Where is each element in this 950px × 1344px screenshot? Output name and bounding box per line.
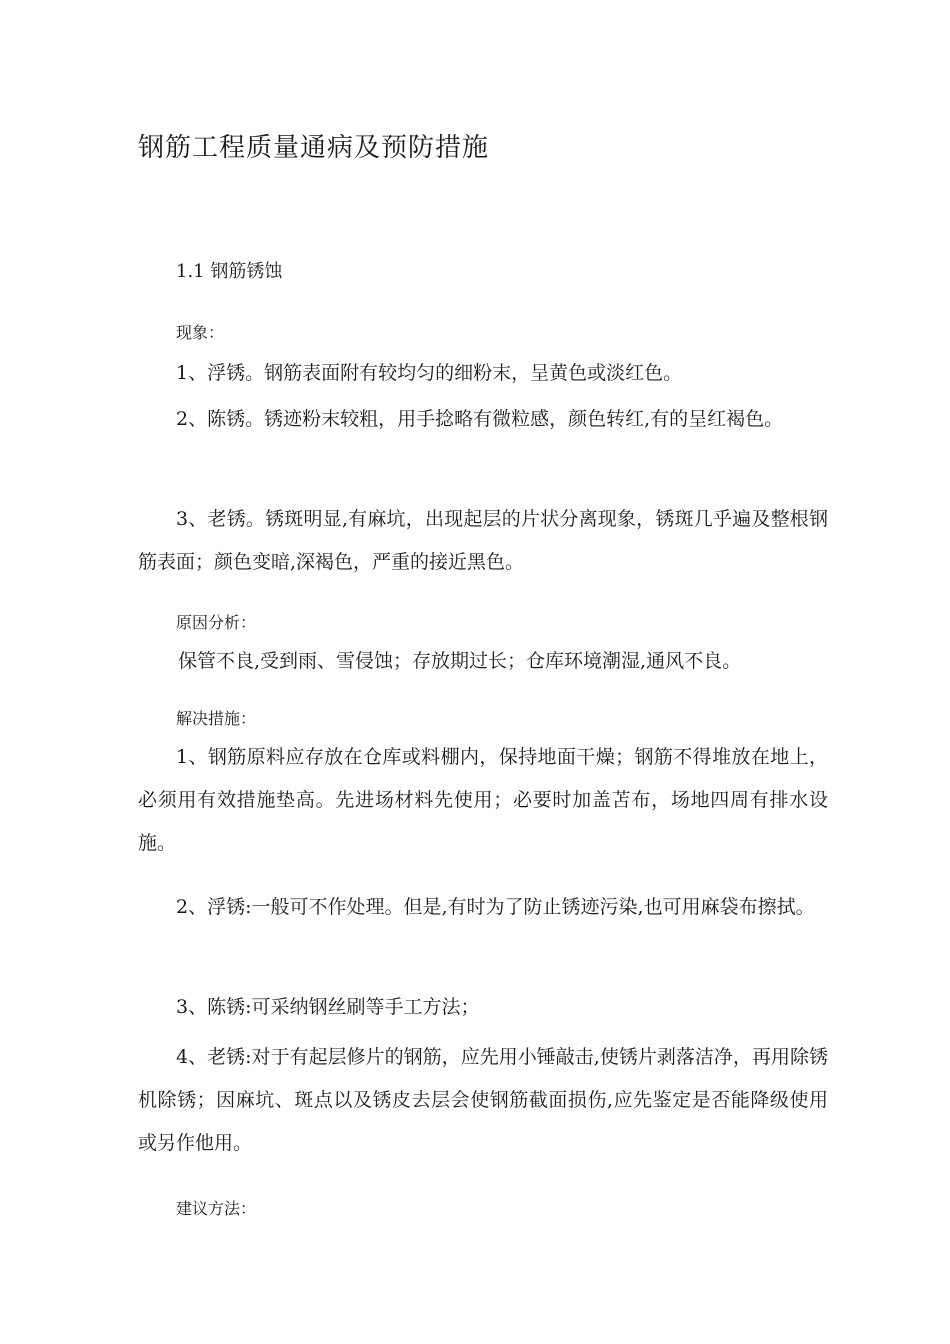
- document-title: 钢筋工程质量通病及预防措施: [138, 133, 490, 163]
- solution-item-4: 4、老锈:对于有起层修片的钢筋，应先用小锤敲击,使锈片剥落洁净，再用除锈机除锈；因麻坑、斑点以及锈皮去层会使钢筋截面损伤,应先鉴定是否能降级使用或另作他用。: [138, 1046, 828, 1154]
- cause-text: 保管不良,受到雨、雪侵蚀；存放期过长；仓库环境潮湿,通风不良。: [178, 650, 742, 672]
- suggestion-label: 建议方法：: [176, 1199, 257, 1218]
- phenomenon-item-1: 1、浮锈。钢筋表面附有较均匀的细粉末，呈黄色或淡红色。: [176, 362, 683, 384]
- solution-item-1: 1、钢筋原料应存放在仓库或料棚内，保持地面干燥；钢筋不得堆放在地上，必须用有效措施垫高。先进场材料先使用；必要时加盖苫布，场地四周有排水设施。: [138, 746, 828, 854]
- cause-label: 原因分析：: [176, 613, 257, 632]
- solution-item-3: 3、陈锈:可采纳钢丝刷等手工方法；: [176, 996, 480, 1018]
- solution-item-2: 2、浮锈:一般可不作处理。但是,有时为了防止锈迹污染,也可用麻袋布擦拭。: [176, 896, 815, 918]
- phenomenon-item-3: 3、老锈。锈斑明显,有麻坑，出现起层的片状分离现象，锈斑几乎遍及整根钢筋表面；颜色变暗,深褐色，严重的接近黑色。: [138, 508, 828, 573]
- phenomenon-label: 现象：: [176, 323, 225, 342]
- phenomenon-item-2: 2、陈锈。锈迹粉末较粗，用手捻略有微粒感，颜色转红,有的呈红褐色。: [176, 408, 784, 430]
- solution-label: 解决措施：: [176, 709, 257, 728]
- section-heading: 1.1 钢筋锈蚀: [176, 261, 283, 282]
